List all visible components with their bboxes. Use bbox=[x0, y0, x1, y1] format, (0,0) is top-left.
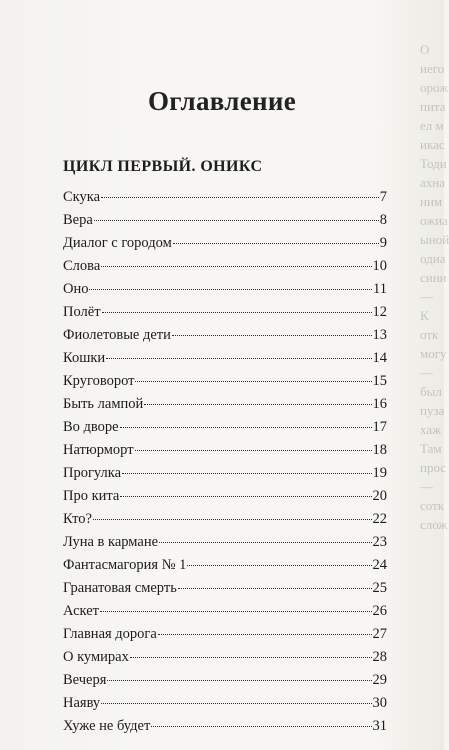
toc-entry bbox=[63, 485, 387, 508]
toc-entry bbox=[63, 370, 387, 393]
toc-entry-title: Кошки bbox=[63, 350, 106, 366]
dot-leader bbox=[122, 472, 371, 474]
toc-entry bbox=[63, 439, 387, 462]
toc-entry-page: 25 bbox=[372, 580, 387, 596]
dot-leader bbox=[135, 449, 372, 451]
dot-leader bbox=[102, 311, 372, 313]
section-heading: ЦИКЛ ПЕРВЫЙ. ОНИКС bbox=[63, 158, 263, 175]
toc-entry-page: 26 bbox=[372, 603, 387, 619]
toc-entry bbox=[63, 715, 387, 738]
dot-leader bbox=[135, 380, 371, 382]
toc-entry-page: 7 bbox=[379, 189, 387, 205]
toc-entry bbox=[63, 278, 387, 301]
toc-entry-page: 19 bbox=[372, 465, 387, 481]
dot-leader bbox=[187, 564, 371, 566]
dot-leader bbox=[120, 495, 371, 497]
toc-entry bbox=[63, 186, 387, 209]
toc-entry-title: О кумирах bbox=[63, 649, 129, 665]
toc-entry-page: 31 bbox=[372, 718, 387, 734]
toc-entry-page: 16 bbox=[372, 396, 387, 412]
toc-entry-page: 13 bbox=[372, 327, 387, 343]
toc-entry-title: Слова bbox=[63, 258, 101, 274]
toc-entry-page: 14 bbox=[372, 350, 387, 366]
toc-entry-title: Аскет bbox=[63, 603, 100, 619]
table-of-contents bbox=[63, 186, 387, 738]
toc-entry bbox=[63, 347, 387, 370]
toc-entry bbox=[63, 232, 387, 255]
dot-leader bbox=[144, 403, 371, 405]
toc-entry-title: Луна в кармане bbox=[63, 534, 159, 550]
toc-entry bbox=[63, 462, 387, 485]
toc-entry-title: Фантасмагория № 1 bbox=[63, 557, 187, 573]
toc-entry bbox=[63, 554, 387, 577]
toc-entry-title: Фиолетовые дети bbox=[63, 327, 171, 343]
toc-entry-page: 8 bbox=[379, 212, 387, 228]
toc-entry bbox=[63, 416, 387, 439]
toc-entry-title: Гранатовая смерть bbox=[63, 580, 177, 596]
toc-entry-page: 10 bbox=[372, 258, 387, 274]
toc-entry bbox=[63, 692, 387, 715]
toc-entry-page: 22 bbox=[372, 511, 387, 527]
show-through-text: О иего орож пита ел м икас Тоди ахна ним ожиа ыной одиа сини — К отк могу — был пуза хаж Там прос — сотк слож bbox=[420, 42, 449, 532]
toc-entry-title: Кто? bbox=[63, 511, 92, 527]
toc-entry-page: 11 bbox=[373, 281, 387, 297]
toc-entry-title: Оно bbox=[63, 281, 89, 297]
toc-entry bbox=[63, 301, 387, 324]
dot-leader bbox=[159, 541, 371, 543]
page-title: Оглавление bbox=[148, 86, 296, 116]
toc-entry-title: Прогулка bbox=[63, 465, 122, 481]
dot-leader bbox=[101, 196, 379, 198]
toc-entry-title: Вера bbox=[63, 212, 93, 228]
toc-entry-title: Во дворе bbox=[63, 419, 119, 435]
dot-leader bbox=[178, 587, 372, 589]
toc-entry bbox=[63, 669, 387, 692]
toc-entry-title: Круговорот bbox=[63, 373, 135, 389]
toc-entry bbox=[63, 646, 387, 669]
toc-entry-title: Быть лампой bbox=[63, 396, 144, 412]
toc-entry-title: Хуже не будет bbox=[63, 718, 151, 734]
toc-entry-title: Вечеря bbox=[63, 672, 107, 688]
toc-entry bbox=[63, 623, 387, 646]
toc-entry-title: Наяву bbox=[63, 695, 101, 711]
toc-entry-page: 18 bbox=[372, 442, 387, 458]
toc-entry bbox=[63, 508, 387, 531]
toc-entry bbox=[63, 393, 387, 416]
dot-leader bbox=[107, 679, 371, 681]
dot-leader bbox=[172, 334, 372, 336]
toc-entry bbox=[63, 600, 387, 623]
toc-entry-page: 24 bbox=[372, 557, 387, 573]
toc-entry-page: 27 bbox=[372, 626, 387, 642]
toc-entry bbox=[63, 531, 387, 554]
toc-entry-title: Диалог с городом bbox=[63, 235, 172, 251]
toc-entry-page: 20 bbox=[372, 488, 387, 504]
toc-entry-page: 23 bbox=[372, 534, 387, 550]
toc-entry-title: Главная дорога bbox=[63, 626, 157, 642]
dot-leader bbox=[93, 518, 372, 520]
toc-entry bbox=[63, 255, 387, 278]
dot-leader bbox=[100, 610, 371, 612]
toc-entry-page: 29 bbox=[372, 672, 387, 688]
toc-entry bbox=[63, 324, 387, 347]
dot-leader bbox=[130, 656, 372, 658]
toc-entry-title: Натюрморт bbox=[63, 442, 134, 458]
toc-entry-title: Про кита bbox=[63, 488, 120, 504]
dot-leader bbox=[158, 633, 372, 635]
toc-entry-page: 30 bbox=[372, 695, 387, 711]
dot-leader bbox=[101, 265, 371, 267]
toc-entry bbox=[63, 209, 387, 232]
toc-entry-title: Скука bbox=[63, 189, 101, 205]
dot-leader bbox=[151, 725, 371, 727]
toc-entry-page: 15 bbox=[372, 373, 387, 389]
dot-leader bbox=[101, 702, 371, 704]
dot-leader bbox=[89, 288, 372, 290]
toc-entry-page: 9 bbox=[379, 235, 387, 251]
dot-leader bbox=[106, 357, 371, 359]
toc-entry-title: Полёт bbox=[63, 304, 101, 320]
dot-leader bbox=[173, 242, 379, 244]
dot-leader bbox=[94, 219, 379, 221]
toc-entry-page: 12 bbox=[372, 304, 387, 320]
toc-entry-page: 28 bbox=[372, 649, 387, 665]
toc-entry bbox=[63, 577, 387, 600]
toc-entry-page: 17 bbox=[372, 419, 387, 435]
dot-leader bbox=[120, 426, 372, 428]
